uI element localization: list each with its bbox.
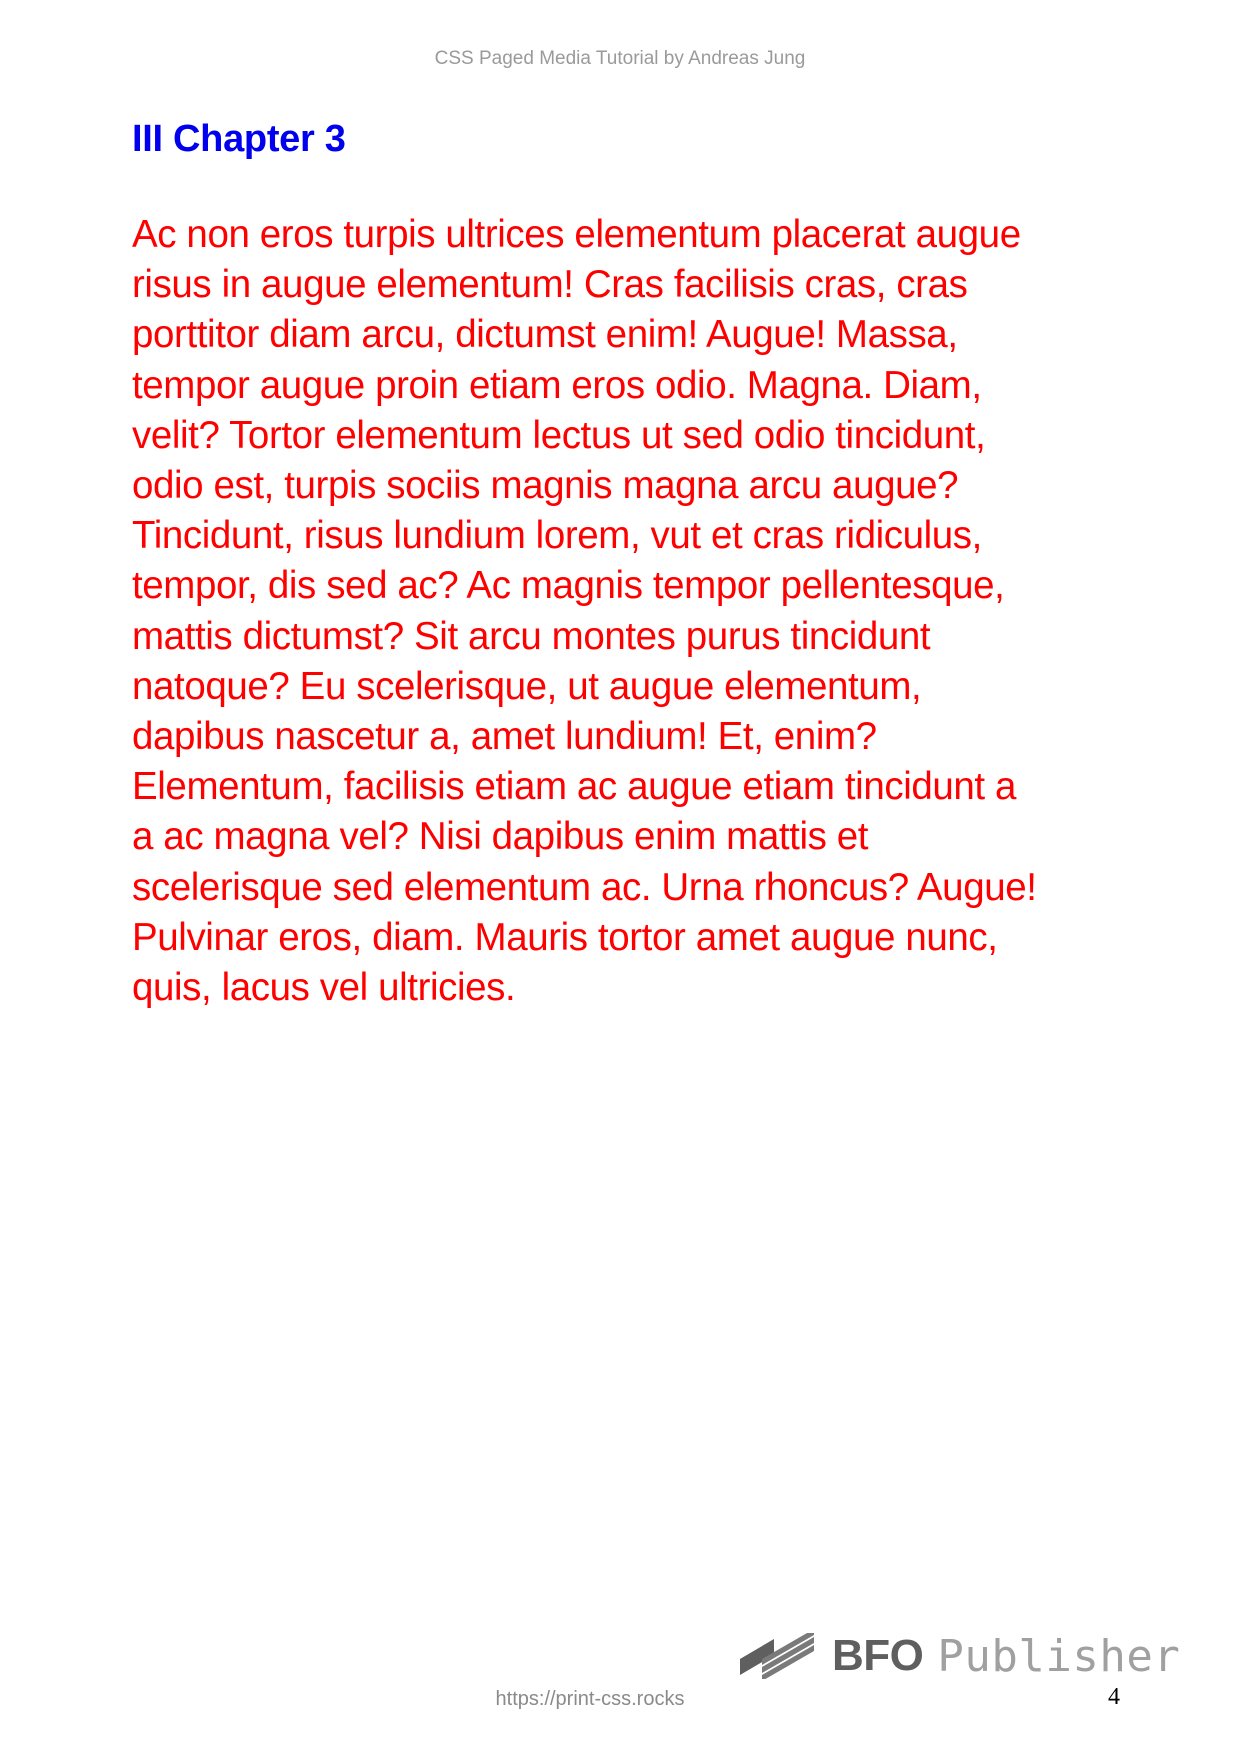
body-line: Elementum, facilisis etiam ac augue etiam tincidunt a — [132, 765, 1016, 809]
body-line: odio est, turpis sociis magnis magna arcu augue? — [132, 464, 959, 508]
brand-product: Publisher — [937, 1630, 1181, 1682]
body-line: natoque? Eu scelerisque, ut augue elementum, — [132, 664, 922, 708]
body-line: tempor, dis sed ac? Ac magnis tempor pellentesque, — [132, 564, 1005, 608]
chapter-heading: III Chapter 3 — [132, 118, 346, 160]
body-line: Ac non eros turpis ultrices elementum placerat augue — [132, 213, 1021, 256]
body-line: porttitor diam arcu, dictumst enim! Augue! Massa, — [132, 313, 958, 357]
running-header: CSS Paged Media Tutorial by Andreas Jung — [434, 48, 806, 69]
body-line: tempor augue proin etiam eros odio. Magna. Diam, — [132, 363, 982, 407]
body-line: mattis dictumst? Sit arcu montes purus tincidunt — [132, 614, 931, 658]
bfo-logo-icon — [740, 1633, 814, 1679]
chapter-body-text — [132, 210, 1122, 1013]
body-line: risus in augue elementum! Cras facilisis cras, cras — [132, 263, 968, 307]
brand-name: BFO — [832, 1631, 924, 1680]
bfo-publisher-logo — [740, 1628, 1180, 1684]
body-line: Tincidunt, risus lundium lorem, vut et cras ridiculus, — [132, 514, 982, 558]
footer-url: https://print-css.rocks — [495, 1688, 685, 1710]
body-line: scelerisque sed elementum ac. Urna rhoncus? Augue! — [132, 865, 1037, 909]
body-line: Pulvinar eros, diam. Mauris tortor amet augue nunc, — [132, 915, 998, 959]
body-line: dapibus nascetur a, amet lundium! Et, enim? — [132, 715, 877, 759]
body-line: velit? Tortor elementum lectus ut sed odio tincidunt, — [132, 413, 986, 457]
page-number: 4 — [1108, 1684, 1120, 1710]
body-line: quis, lacus vel ultricies. — [132, 966, 516, 1010]
body-line: a ac magna vel? Nisi dapibus enim mattis et — [132, 815, 869, 859]
